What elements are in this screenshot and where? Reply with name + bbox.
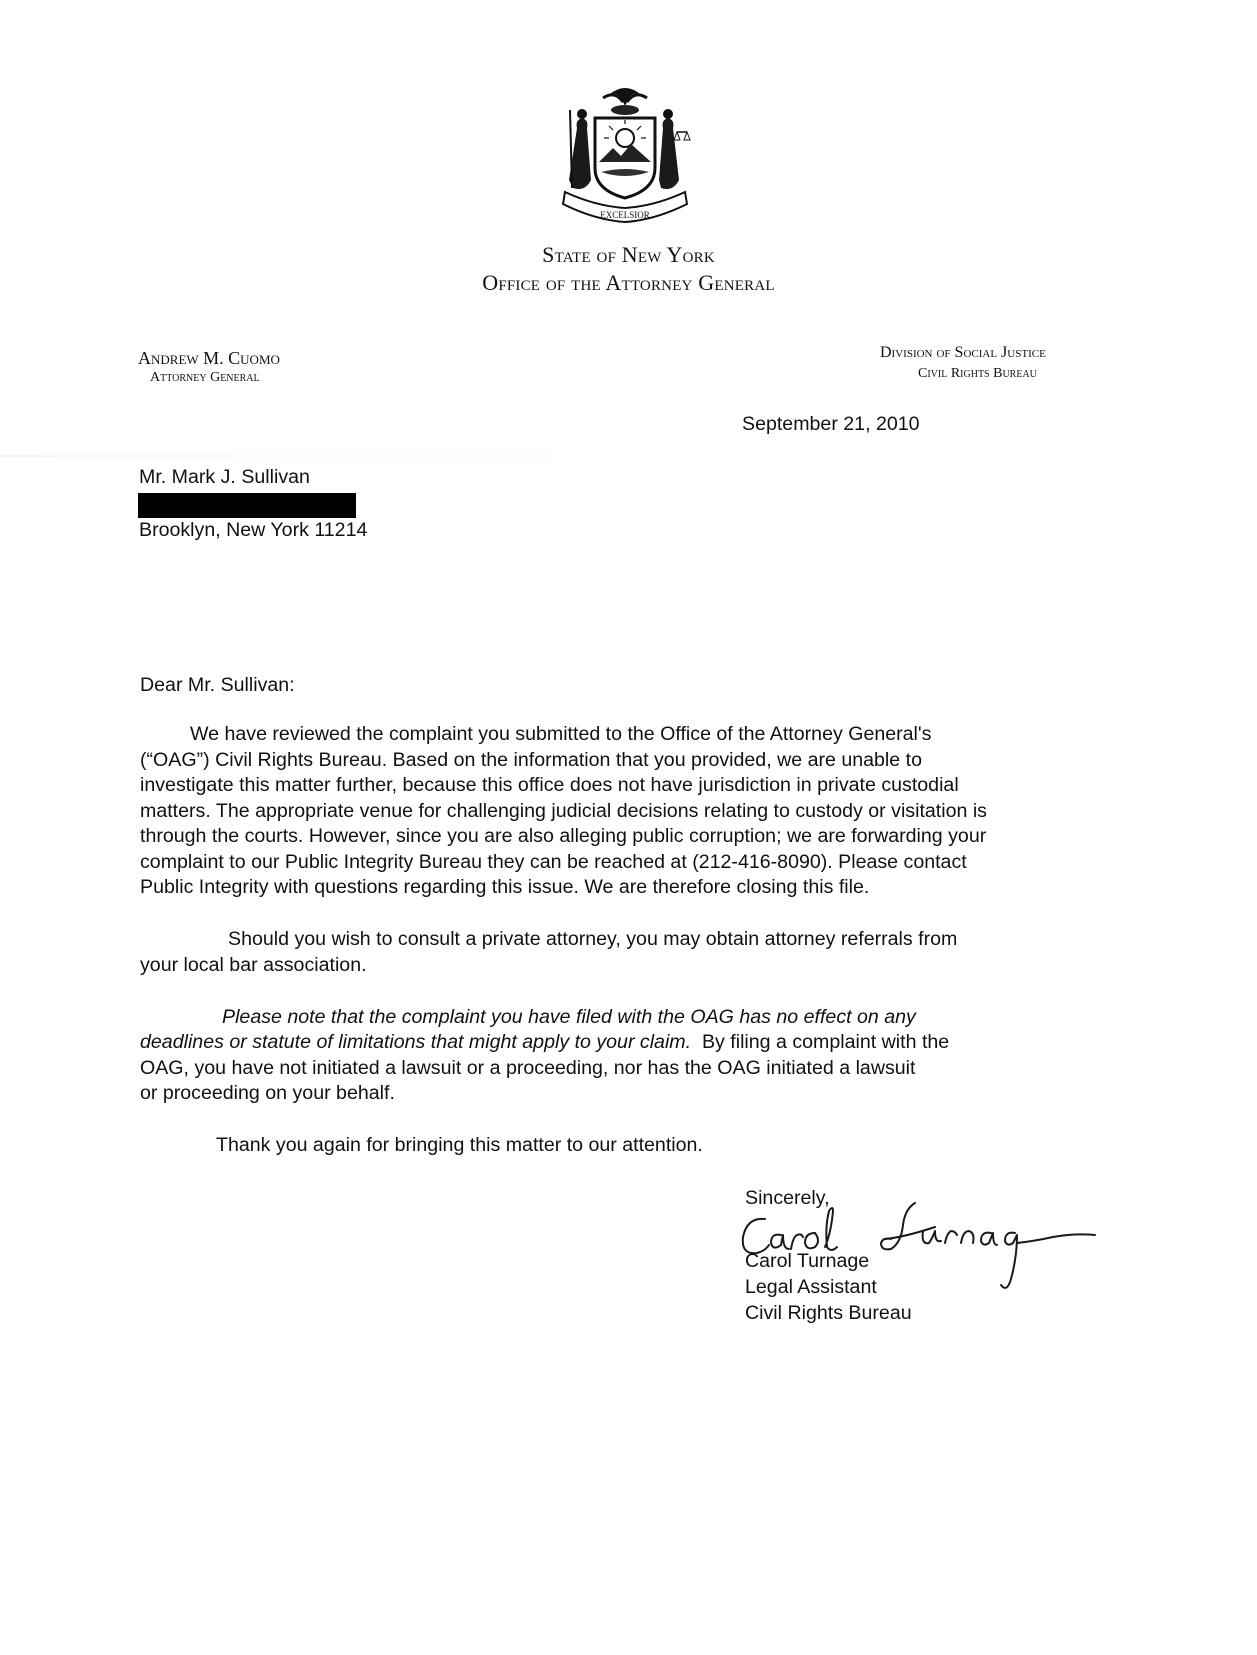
paragraph-line: through the courts. However, since you are also alleging public corruption; we are forwarding your bbox=[140, 825, 987, 847]
paragraph-line: OAG, you have not initiated a lawsuit or a proceeding, nor has the OAG initiated a lawsuit bbox=[140, 1057, 916, 1079]
bureau-name: Civil Rights Bureau bbox=[918, 366, 1037, 381]
paragraph-line: investigate this matter further, because this office does not have jurisdiction in private custodial bbox=[140, 774, 959, 796]
paragraph-line: your local bar association. bbox=[140, 954, 367, 976]
recipient-city-line: Brooklyn, New York 11214 bbox=[139, 519, 368, 541]
scan-smudge bbox=[0, 455, 1257, 457]
italic-notice-text: deadlines or statute of limitations that might apply to your claim. bbox=[140, 1031, 692, 1053]
valediction: Sincerely, bbox=[745, 1187, 830, 1209]
office-heading: Office of the Attorney General bbox=[482, 270, 775, 295]
signer-name: Carol Turnage bbox=[745, 1250, 870, 1272]
state-heading: State of New York bbox=[542, 242, 715, 267]
notice-continuation: By filing a complaint with the bbox=[691, 1031, 950, 1053]
recipient-name: Mr. Mark J. Sullivan bbox=[139, 466, 310, 488]
signer-bureau: Civil Rights Bureau bbox=[745, 1302, 912, 1324]
paragraph-line: (“OAG”) Civil Rights Bureau. Based on the information that you provided, we are unable to bbox=[140, 749, 922, 771]
paragraph-line bbox=[140, 1030, 949, 1056]
redacted-address-bar bbox=[138, 493, 356, 518]
signer-title: Legal Assistant bbox=[745, 1276, 877, 1298]
seal-motto: EXCELSIOR bbox=[600, 210, 650, 220]
paragraph-line: We have reviewed the complaint you submitted to the Office of the Attorney General's bbox=[190, 723, 932, 745]
division-name: Division of Social Justice bbox=[880, 344, 1046, 361]
paragraph-line: Public Integrity with questions regarding this issue. We are therefore closing this file. bbox=[140, 876, 870, 898]
attorney-general-title: Attorney General bbox=[150, 370, 260, 385]
paragraph-line: matters. The appropriate venue for challenging judicial decisions relating to custody or visitation is bbox=[140, 800, 987, 822]
paragraph-line: or proceeding on your behalf. bbox=[140, 1082, 395, 1104]
paragraph-line: Should you wish to consult a private attorney, you may obtain attorney referrals from bbox=[228, 928, 958, 950]
salutation: Dear Mr. Sullivan: bbox=[140, 674, 295, 696]
paragraph-4: Thank you again for bringing this matter to our attention. bbox=[216, 1134, 703, 1156]
attorney-general-name: Andrew M. Cuomo bbox=[138, 348, 280, 368]
paragraph-line-italic: Please note that the complaint you have filed with the OAG has no effect on any bbox=[222, 1006, 916, 1028]
letter-date: September 21, 2010 bbox=[742, 413, 920, 435]
new-york-state-seal-icon bbox=[555, 80, 695, 230]
paragraph-line: complaint to our Public Integrity Bureau they can be reached at (212-416-8090). Please contact bbox=[140, 851, 967, 873]
